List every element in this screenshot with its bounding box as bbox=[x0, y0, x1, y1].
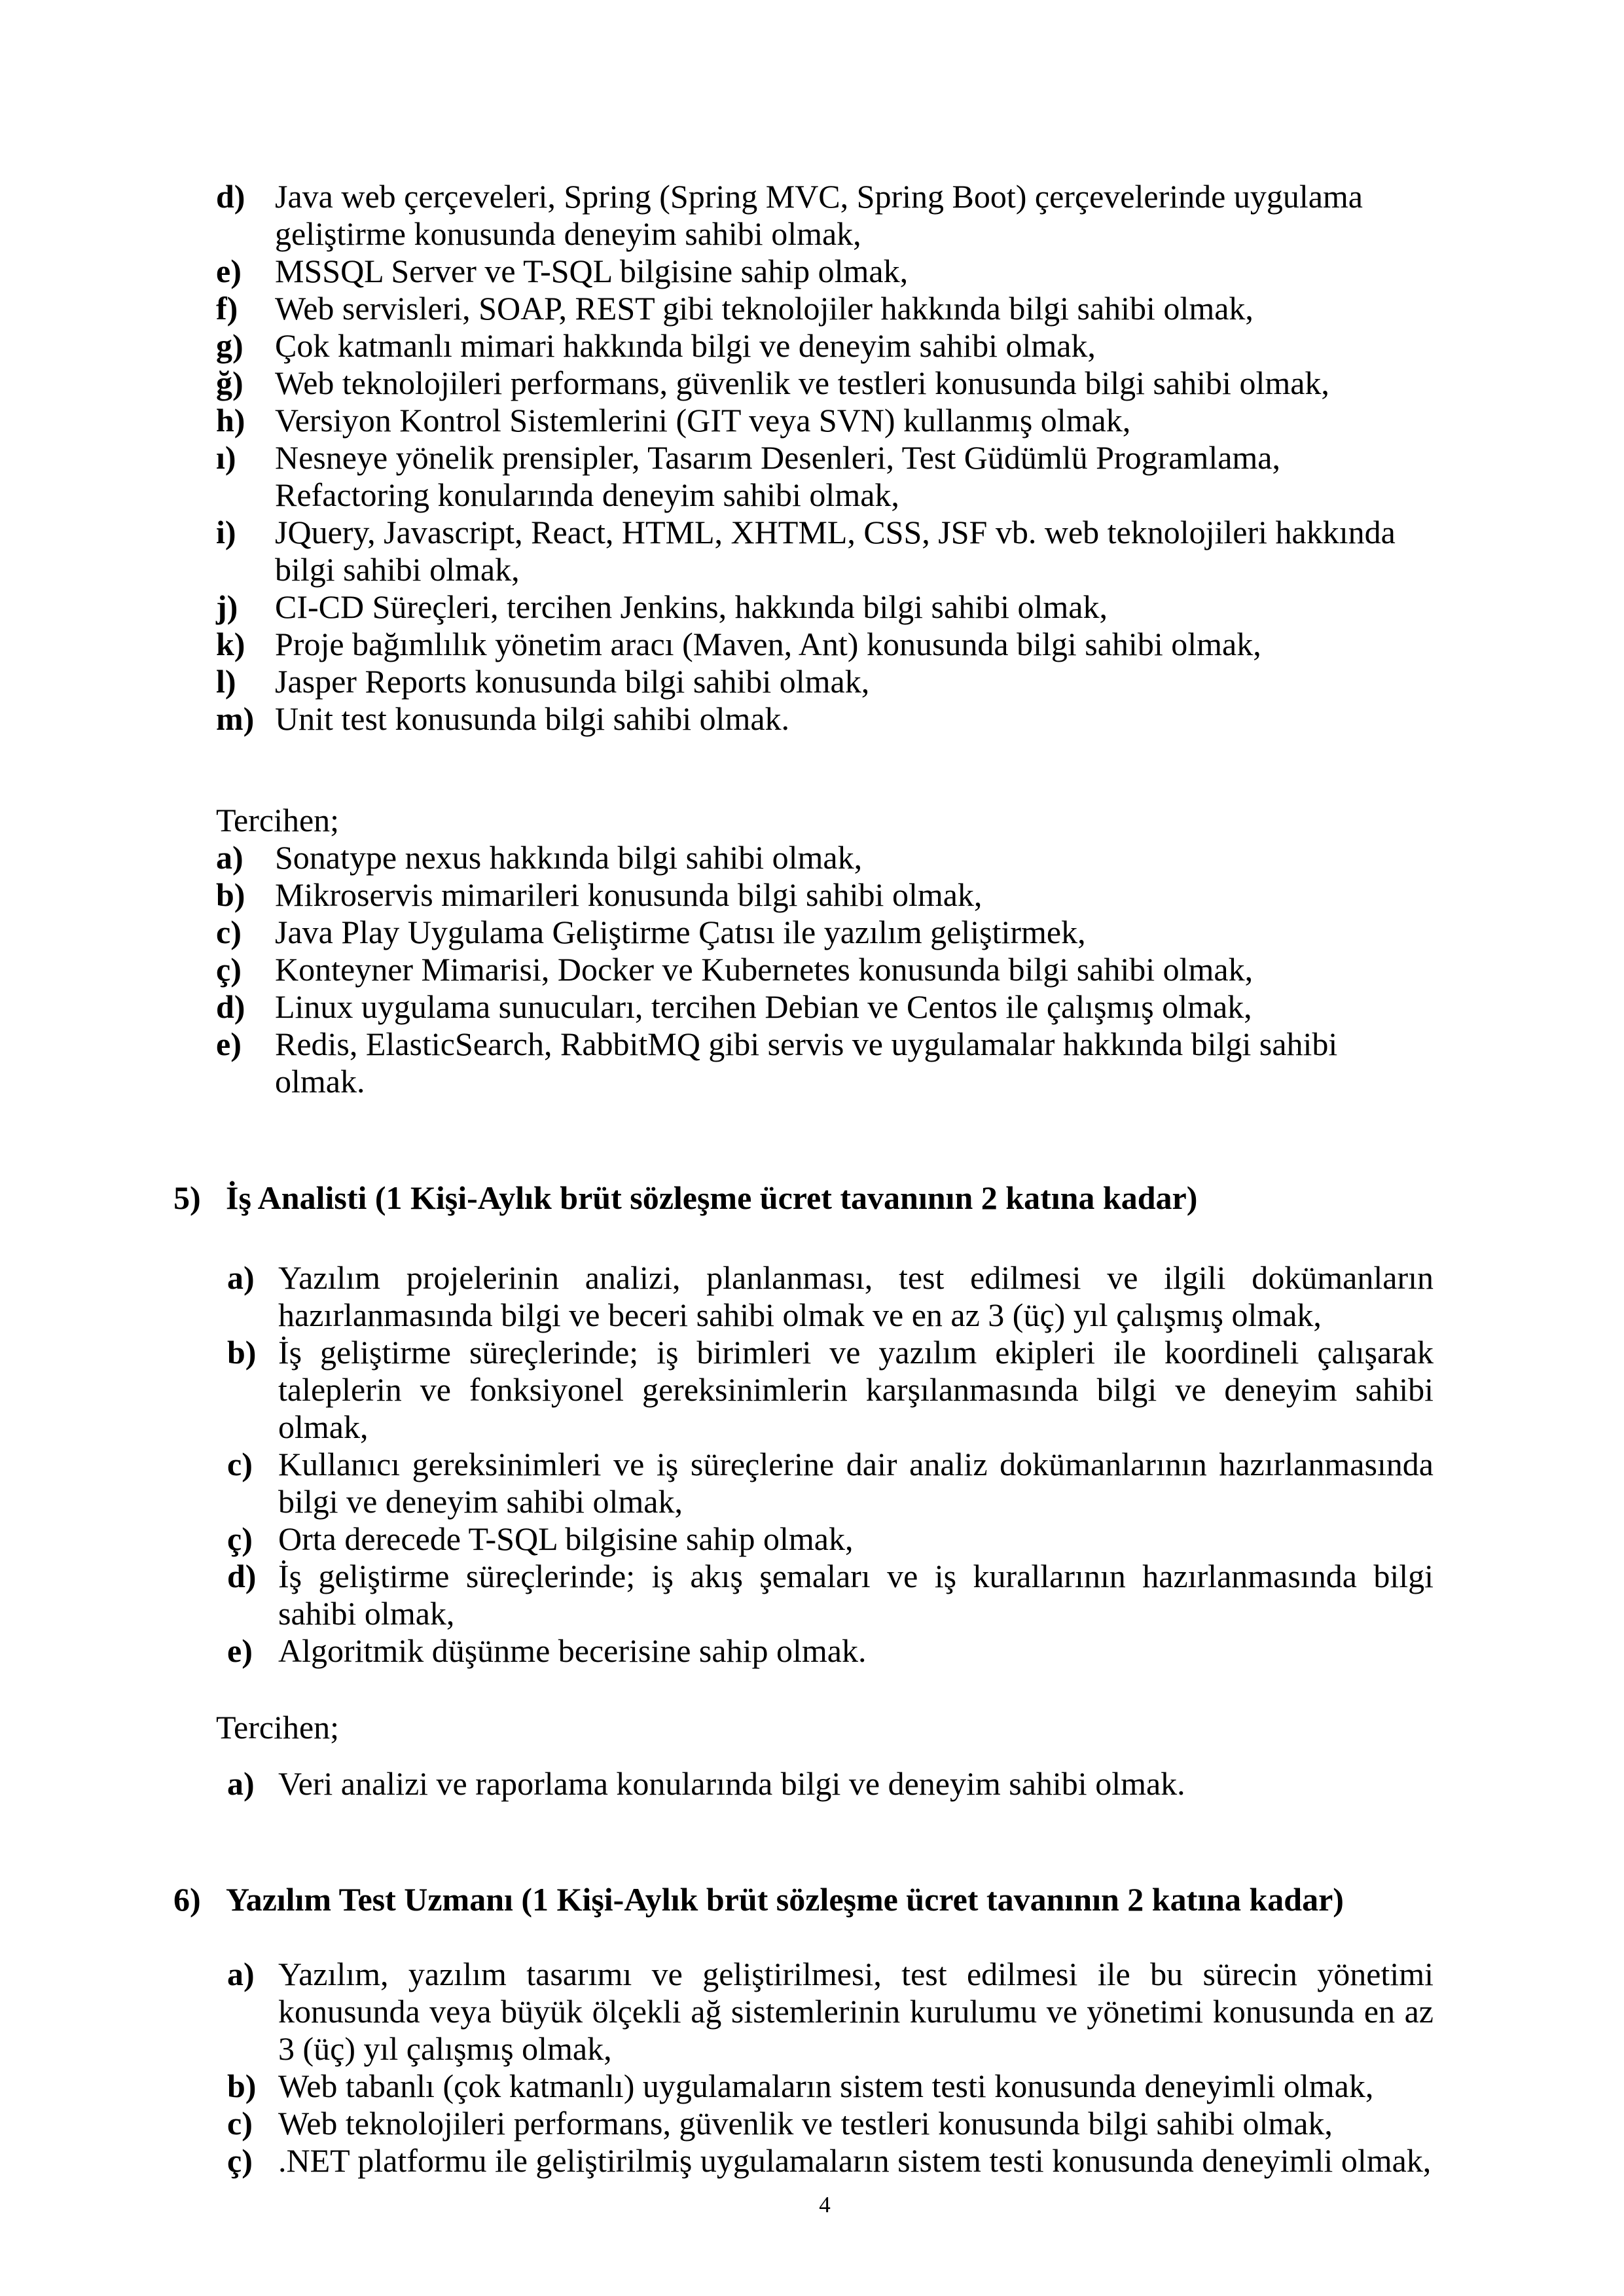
list-item-label: b) bbox=[227, 2068, 257, 2104]
list-item-label: d) bbox=[216, 178, 245, 215]
list-item-label: m) bbox=[216, 700, 255, 737]
section-5-list bbox=[0, 1259, 1434, 1670]
list-item-text: Linux uygulama sunucuları, tercihen Debian ve Centos ile çalışmış olmak, bbox=[275, 988, 1252, 1025]
section-5-heading bbox=[0, 1179, 1434, 1217]
list-item-label: d) bbox=[216, 988, 245, 1025]
list-item-label: ç) bbox=[227, 1520, 253, 1557]
list-item-label: e) bbox=[216, 253, 242, 289]
list-item-label: k) bbox=[216, 626, 245, 662]
tercihen-list bbox=[0, 839, 1434, 1100]
list-item-text: Versiyon Kontrol Sistemlerini (GIT veya SVN) kullanmış olmak, bbox=[275, 402, 1131, 439]
list-item-text: MSSQL Server ve T-SQL bilgisine sahip olmak, bbox=[275, 253, 909, 289]
list-item bbox=[0, 514, 1434, 588]
list-item-text: JQuery, Javascript, React, HTML, XHTML, CSS, JSF vb. web teknolojileri hakkında bilgi sahibi olmak, bbox=[275, 514, 1396, 588]
list-item bbox=[0, 402, 1434, 439]
list-item-text: Orta derecede T-SQL bilgisine sahip olmak, bbox=[278, 1520, 854, 1557]
list-item-text: Jasper Reports konusunda bilgi sahibi olmak, bbox=[275, 663, 870, 700]
list-item bbox=[0, 1520, 1434, 1558]
list-item-text: Java web çerçeveleri, Spring (Spring MVC, Spring Boot) çerçevelerinde uygulama geliştirme konusunda deneyim sahibi olmak, bbox=[275, 178, 1363, 252]
list-item bbox=[0, 876, 1434, 914]
list-item bbox=[0, 1765, 1434, 1803]
list-item-text: Proje bağımlılık yönetim aracı (Maven, Ant) konusunda bilgi sahibi olmak, bbox=[275, 626, 1261, 662]
list-item bbox=[0, 839, 1434, 876]
list-item bbox=[0, 588, 1434, 626]
list-item-text: Çok katmanlı mimari hakkında bilgi ve deneyim sahibi olmak, bbox=[275, 327, 1096, 364]
list-item-label: a) bbox=[227, 1259, 255, 1296]
list-item-text: İş geliştirme süreçlerinde; iş birimleri ve yazılım ekipleri ile koordineli çalışarak taleplerin ve fonksiyonel gereksinimlerin karşılanmasında bilgi ve deneyim sahibi olmak, bbox=[278, 1334, 1434, 1445]
list-item-label: g) bbox=[216, 327, 244, 364]
list-item-text: Yazılım, yazılım tasarımı ve geliştirilmesi, test edilmesi ile bu sürecin yönetimi konusunda veya büyük ölçekli ağ sistemlerinin kurulumu ve yönetimi konusunda en az 3 (üç) yıl çalışmış olmak, bbox=[278, 1956, 1434, 2067]
list-item-text: Konteyner Mimarisi, Docker ve Kubernetes konusunda bilgi sahibi olmak, bbox=[275, 951, 1254, 988]
list-item-label: c) bbox=[216, 914, 242, 950]
list-item bbox=[0, 2142, 1434, 2179]
list-item bbox=[0, 253, 1434, 290]
list-item-label: ı) bbox=[216, 439, 236, 476]
list-item bbox=[0, 327, 1434, 365]
tercihen-list bbox=[0, 1765, 1434, 1803]
requirements-list-continued bbox=[0, 178, 1434, 738]
tercihen-heading: Tercihen; bbox=[216, 802, 340, 838]
list-item-text: Mikroservis mimarileri konusunda bilgi sahibi olmak, bbox=[275, 876, 983, 913]
list-item-label: l) bbox=[216, 663, 236, 700]
list-item bbox=[0, 1558, 1434, 1632]
list-item-label: a) bbox=[216, 839, 244, 876]
section-5-title: İş Analisti (1 Kişi-Aylık brüt sözleşme ücret tavanının 2 katına kadar) bbox=[226, 1179, 1198, 1216]
list-item-label: a) bbox=[227, 1765, 255, 1802]
section-6-number: 6) bbox=[173, 1881, 201, 1918]
list-item-text: Nesneye yönelik prensipler, Tasarım Desenleri, Test Güdümlü Programlama, Refactoring konularında deneyim sahibi olmak, bbox=[275, 439, 1280, 513]
page-number: 4 bbox=[819, 2192, 831, 2217]
section-5-number: 5) bbox=[173, 1179, 201, 1216]
list-item-text: .NET platformu ile geliştirilmiş uygulamaların sistem testi konusunda deneyimli olmak, bbox=[278, 2142, 1432, 2179]
list-item bbox=[0, 1334, 1434, 1446]
list-item-text: Unit test konusunda bilgi sahibi olmak. bbox=[275, 700, 790, 737]
list-item-label: a) bbox=[227, 1956, 255, 1992]
list-item-label: c) bbox=[227, 2105, 253, 2142]
list-item-label: ç) bbox=[216, 951, 242, 988]
list-item bbox=[0, 439, 1434, 514]
list-item-label: e) bbox=[227, 1632, 253, 1669]
list-item-text: Web tabanlı (çok katmanlı) uygulamaların sistem testi konusunda deneyimli olmak, bbox=[278, 2068, 1374, 2104]
list-item bbox=[0, 2105, 1434, 2142]
list-item bbox=[0, 988, 1434, 1026]
list-item bbox=[0, 914, 1434, 951]
list-item bbox=[0, 2068, 1434, 2105]
list-item-label: b) bbox=[227, 1334, 257, 1371]
tercihen-heading: Tercihen; bbox=[216, 1709, 340, 1746]
list-item bbox=[0, 178, 1434, 253]
list-item-label: ğ) bbox=[216, 365, 244, 401]
list-item-text: Kullanıcı gereksinimleri ve iş süreçlerine dair analiz dokümanlarının hazırlanmasında bilgi ve deneyim sahibi olmak, bbox=[278, 1446, 1434, 1520]
list-item bbox=[0, 365, 1434, 402]
list-item bbox=[0, 951, 1434, 988]
section-6-list bbox=[0, 1956, 1434, 2179]
section-6-heading bbox=[0, 1881, 1434, 1918]
list-item bbox=[0, 290, 1434, 327]
list-item-text: Web teknolojileri performans, güvenlik ve testleri konusunda bilgi sahibi olmak, bbox=[275, 365, 1329, 401]
list-item bbox=[0, 1259, 1434, 1334]
list-item-label: h) bbox=[216, 402, 245, 439]
list-item-text: Algoritmik düşünme becerisine sahip olmak. bbox=[278, 1632, 867, 1669]
list-item bbox=[0, 1956, 1434, 2068]
list-item bbox=[0, 626, 1434, 663]
list-item bbox=[0, 700, 1434, 738]
list-item-text: Veri analizi ve raporlama konularında bilgi ve deneyim sahibi olmak. bbox=[278, 1765, 1185, 1802]
list-item-text: Yazılım projelerinin analizi, planlanması, test edilmesi ve ilgili dokümanların hazırlanmasında bilgi ve beceri sahibi olmak ve en az 3 (üç) yıl çalışmış olmak, bbox=[278, 1259, 1434, 1333]
list-item-label: f) bbox=[216, 290, 238, 327]
list-item-label: d) bbox=[227, 1558, 257, 1594]
list-item bbox=[0, 1446, 1434, 1520]
list-item-label: i) bbox=[216, 514, 236, 550]
list-item bbox=[0, 1632, 1434, 1670]
list-item-label: j) bbox=[216, 588, 238, 625]
list-item-text: Web teknolojileri performans, güvenlik ve testleri konusunda bilgi sahibi olmak, bbox=[278, 2105, 1333, 2142]
list-item bbox=[0, 663, 1434, 700]
list-item-text: Web servisleri, SOAP, REST gibi teknolojiler hakkında bilgi sahibi olmak, bbox=[275, 290, 1254, 327]
list-item bbox=[0, 1026, 1434, 1100]
list-item-text: İş geliştirme süreçlerinde; iş akış şemaları ve iş kurallarının hazırlanmasında bilgi sahibi olmak, bbox=[278, 1558, 1434, 1632]
list-item-label: e) bbox=[216, 1026, 242, 1062]
list-item-text: Java Play Uygulama Geliştirme Çatısı ile yazılım geliştirmek, bbox=[275, 914, 1086, 950]
list-item-label: b) bbox=[216, 876, 245, 913]
section-6-title: Yazılım Test Uzmanı (1 Kişi-Aylık brüt sözleşme ücret tavanının 2 katına kadar) bbox=[226, 1881, 1344, 1918]
list-item-text: CI-CD Süreçleri, tercihen Jenkins, hakkında bilgi sahibi olmak, bbox=[275, 588, 1108, 625]
list-item-text: Sonatype nexus hakkında bilgi sahibi olmak, bbox=[275, 839, 863, 876]
list-item-label: ç) bbox=[227, 2142, 253, 2179]
list-item-label: c) bbox=[227, 1446, 253, 1482]
list-item-text: Redis, ElasticSearch, RabbitMQ gibi servis ve uygulamalar hakkında bilgi sahibi olmak. bbox=[275, 1026, 1338, 1100]
